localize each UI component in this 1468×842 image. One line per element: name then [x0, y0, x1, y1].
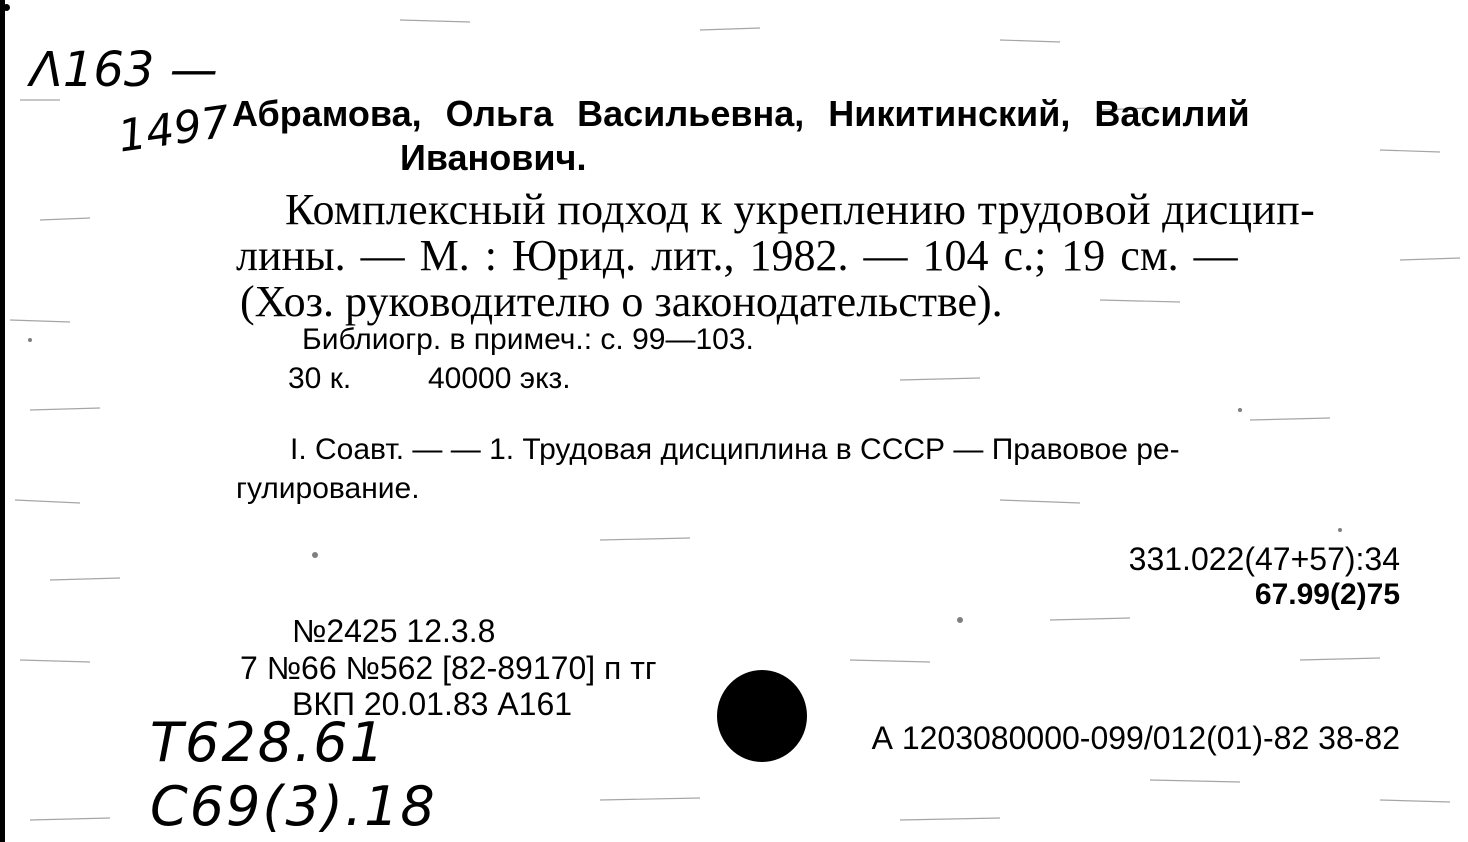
card-left-edge — [0, 0, 5, 842]
handwritten-side-number: 1497 — [114, 96, 233, 163]
handwritten-bottom-line2: C69(3).18 — [150, 775, 437, 838]
authors-line2: Иванович. — [400, 137, 587, 178]
handwritten-bottom-line1: T628.61 — [150, 711, 386, 774]
bibliography-note: Библиогр. в примеч.: с. 99—103. — [302, 323, 754, 356]
title-line1: Комплексный подход к укреплению трудовой дисцип- — [285, 185, 1316, 234]
price: 30 к. — [288, 362, 352, 395]
title-line3: (Хоз. руководителю о законодательстве). — [240, 277, 1003, 326]
udc-index: 331.022(47+57):34 — [1128, 541, 1400, 577]
authors-line1: Абрамова, Ольга Васильевна, Никитинский, Василий — [232, 93, 1250, 134]
bbk-index: 67.99(2)75 — [1254, 578, 1400, 611]
print-info: 7 №66 №562 [82-89170] п тг — [240, 650, 657, 686]
registry-line: ВКП 20.01.83 А161 — [292, 686, 573, 722]
tracing-line2: гулирование. — [236, 472, 420, 505]
punch-hole — [717, 670, 807, 762]
order-number: №2425 12.3.8 — [292, 613, 496, 649]
print-run: 40000 экз. — [428, 362, 571, 395]
catalog-code: А 1203080000-099/012(01)-82 38-82 — [871, 720, 1400, 756]
title-line2: лины. — М. : Юрид. лит., 1982. — 104 с.; 19 см. — — [236, 231, 1238, 280]
corner-dot — [3, 4, 10, 11]
handwritten-top-number: Λ163 — — [30, 42, 218, 98]
tracing-line1: I. Соавт. — — 1. Трудовая дисциплина в СССР — Правовое ре- — [290, 433, 1180, 466]
